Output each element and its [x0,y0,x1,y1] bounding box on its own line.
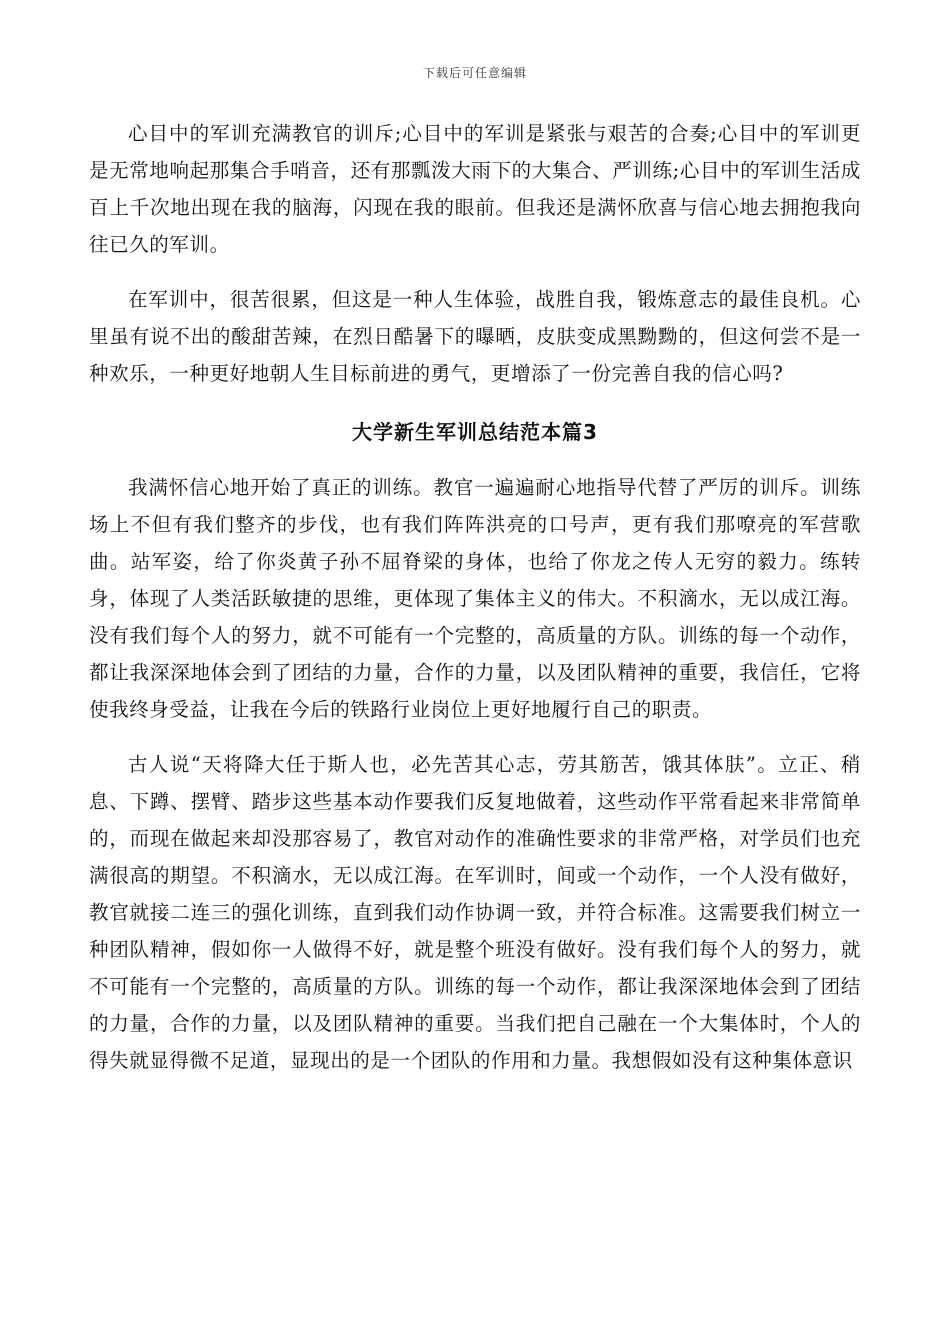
paragraph: 我满怀信心地开始了真正的训练。教官一遍遍耐心地指导代替了严厉的训斥。训练场上不但有我们整齐的步伐，也有我们阵阵洪亮的口号声，更有我们那嘹亮的军营歌曲。站军姿，给了你炎黄子孙不屈脊梁的身体，也给了你龙之传人无穷的毅力。练转身，体现了人类活跃敏捷的思维，更体现了集体主义的伟大。不积滴水，无以成江海。没有我们每个人的努力，就不可能有一个完整的，高质量的方队。训练的每一个动作，都让我深深地体会到了团结的力量，合作的力量，以及团队精神的重要，我信任，它将使我终身受益，让我在今后的铁路行业岗位上更好地履行自己的职责。 [89,476,861,721]
paragraph: 心目中的军训充满教官的训斥;心目中的军训是紧张与艰苦的合奏;心目中的军训更是无常地响起那集合手哨音，还有那瓢泼大雨下的大集合、严训练;心目中的军训生活成百上千次地出现在我的脑海，闪现在我的眼前。但我还是满怀欣喜与信心地去拥抱我向往已久的军训。 [89,122,861,256]
section-title: 大学新生军训总结范本篇3 [352,420,598,444]
page-header-note: 下载后可任意编辑 [422,66,527,80]
document-body [89,115,861,1097]
paragraph: 古人说“天将降大任于斯人也，必先苦其心志，劳其筋苦，饿其体肤”。立正、稍息、下蹲、摆臂、踏步这些基本动作要我们反复地做着，这些动作平常看起来非常简单的，而现在做起来却没那容易了，教官对动作的准确性要求的非常严格，对学员们也充满很高的期望。不积滴水，无以成江海。在军训时，间或一个动作，一个人没有做好，教官就接二连三的强化训练，直到我们动作协调一致，并符合标准。这需要我们树立一种团队精神，假如你一人做得不好，就是整个班没有做好。没有我们每个人的努力，就不可能有一个完整的，高质量的方队。训练的每一个动作，都让我深深地体会到了团结的力量，合作的力量，以及团队精神的重要。当我们把自己融在一个大集体时，个人的得失就显得微不足道，显现出的是一个团队的作用和力量。我想假如没有这种集体意识 [89,753,861,1072]
paragraph: 在军训中，很苦很累，但这是一种人生体验，战胜自我，锻炼意志的最佳良机。心里虽有说不出的酸甜苦辣，在烈日酷暑下的曝晒，皮肤变成黑黝黝的，但这何尝不是一种欢乐，一种更好地朝人生目标前进的勇气，更增添了一份完善自我的信心吗? [89,288,861,385]
